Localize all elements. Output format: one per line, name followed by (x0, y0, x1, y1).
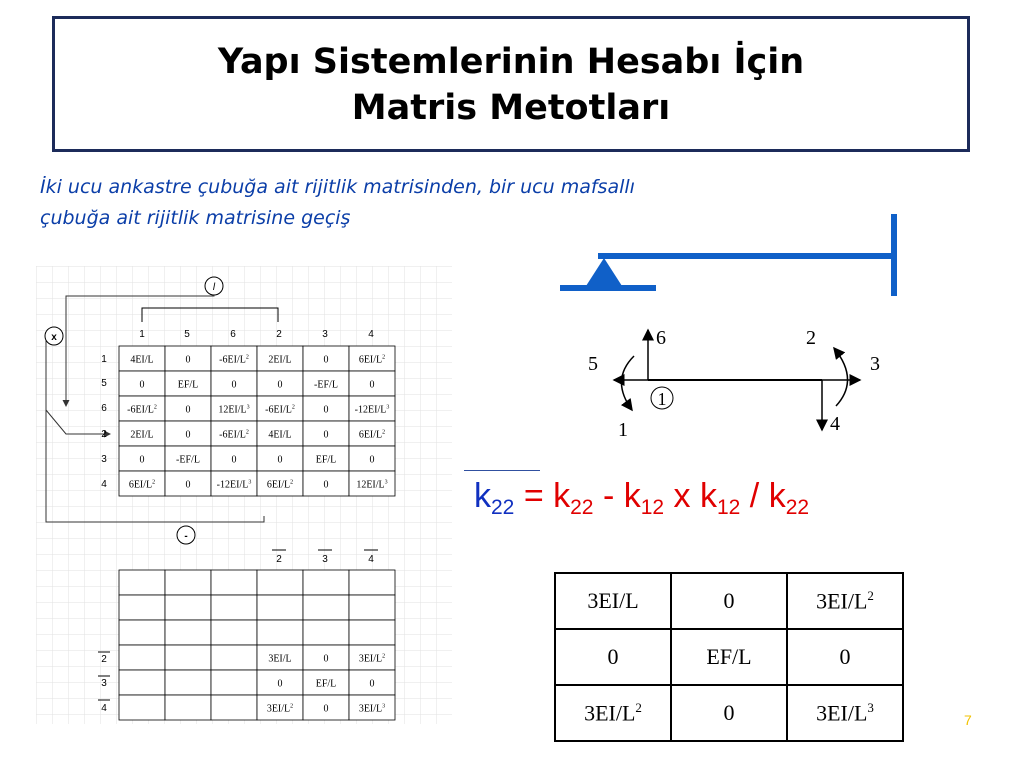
matrix-cell-border (165, 620, 211, 645)
dof-label-4: 4 (830, 413, 840, 435)
row-header: 5 (101, 378, 107, 389)
subtitle-line-2: çubuğa ait rijitlik matrisine geçiş (40, 207, 351, 229)
matrix-cell: $3EI/L^2$ (266, 703, 294, 715)
upper-stiffness-matrix (119, 346, 395, 496)
page-number: 7 (964, 712, 972, 728)
result-matrix-table (554, 572, 904, 742)
matrix-cell: $6EI/L^2$ (358, 429, 386, 441)
matrix-cell: $12EI/L^3$ (218, 404, 250, 416)
matrix-cell-border (303, 620, 349, 645)
dof-label-6: 6 (656, 327, 666, 349)
table-row (555, 629, 903, 685)
matrix-cell-border (349, 620, 395, 645)
matrix-cell: $-6EI/L^2$ (127, 404, 157, 416)
matrix-cell: $6EI/L^2$ (358, 354, 386, 366)
col-header: 3 (322, 329, 328, 340)
matrix-cell: EF/L (315, 454, 337, 466)
dof-diagram (584, 318, 884, 448)
row-header: 4 (101, 479, 107, 490)
matrix-cell: 0 (185, 479, 191, 491)
matrix-cell: 0 (323, 429, 329, 441)
matrix-cell: 0 (323, 653, 329, 665)
matrix-cell: 0 (185, 404, 191, 416)
col-header: 2 (276, 554, 282, 565)
matrix-cell: 0 (185, 354, 191, 366)
matrix-cell: 0 (369, 379, 375, 391)
matrix-cell: 0 (323, 354, 329, 366)
matrix-cell-border (211, 595, 257, 620)
matrix-cell: EF/L (177, 379, 199, 391)
row-header: 3 (101, 678, 107, 689)
row-header: 1 (101, 354, 107, 365)
row-header: 2 (101, 654, 107, 665)
matrix-cell-border (165, 570, 211, 595)
matrix-cell-border (165, 595, 211, 620)
row-header: 3 (101, 454, 107, 465)
matrix-cell: 0 (369, 454, 375, 466)
condensation-formula (474, 476, 809, 528)
table-cell: $3EI/L^2$ (555, 685, 671, 741)
table-cell: 3EI/L (555, 573, 671, 629)
matrix-cell-border (165, 695, 211, 720)
dof-label-1: 1 (618, 419, 628, 441)
matrix-cell: $3EI/L^2$ (358, 653, 386, 665)
member-number: 1 (657, 389, 667, 409)
matrix-cell: $6EI/L^2$ (128, 479, 156, 491)
col-header: 6 (230, 329, 236, 340)
formula-lhs: $k_{22}$ (474, 477, 515, 519)
matrix-cell: 0 (323, 703, 329, 715)
matrix-cell: 3EI/L (268, 653, 292, 665)
dof-label-3: 3 (870, 353, 880, 375)
matrix-cell: 0 (139, 379, 145, 391)
table-row (555, 685, 903, 741)
matrix-cell-border (303, 570, 349, 595)
row-header: 6 (101, 403, 107, 414)
matrix-cell-border (119, 695, 165, 720)
matrix-cell: $6EI/L^2$ (266, 479, 294, 491)
matrix-cell: 0 (231, 379, 237, 391)
lower-condensed-matrix (119, 570, 395, 720)
subtitle-line-1: İki ucu ankastre çubuğa ait rijitlik matrisinden, bir ucu mafsallı (40, 176, 635, 198)
matrix-cell-border (211, 695, 257, 720)
matrix-cell: 0 (277, 454, 283, 466)
beam-support-drawing (556, 208, 906, 308)
table-cell: $3EI/L^2$ (787, 573, 903, 629)
minus-label: - (184, 531, 188, 542)
matrix-cell: 2EI/L (268, 354, 292, 366)
col-header: 4 (368, 329, 374, 340)
matrix-cell: 0 (277, 678, 283, 690)
matrix-cell: $3EI/L^3$ (358, 703, 386, 715)
table-row (555, 573, 903, 629)
matrix-cell-border (211, 570, 257, 595)
matrix-cell-border (349, 595, 395, 620)
matrix-cell: 0 (231, 454, 237, 466)
matrix-condensation-figure (36, 266, 456, 726)
col-header: 4 (368, 554, 374, 565)
table-cell: 0 (555, 629, 671, 685)
pin-support-triangle (586, 258, 622, 286)
row-header: 4 (101, 703, 107, 714)
matrix-cell: $-6EI/L^2$ (219, 354, 249, 366)
matrix-cell-border (257, 570, 303, 595)
matrix-cell-border (211, 645, 257, 670)
matrix-cell: -EF/L (314, 379, 338, 391)
minus-marker (177, 526, 195, 544)
title-box (52, 16, 970, 152)
col-header: 2 (276, 329, 282, 340)
title-line-1: Yapı Sistemlerinin Hesabı İçin (217, 42, 805, 82)
matrix-cell: 0 (323, 479, 329, 491)
matrix-cell: $-6EI/L^2$ (265, 404, 295, 416)
matrix-cell: $12EI/L^3$ (356, 479, 388, 491)
matrix-cell: $-6EI/L^2$ (219, 429, 249, 441)
matrix-cell-border (349, 570, 395, 595)
matrix-cell: -EF/L (176, 454, 200, 466)
matrix-cell: 4EI/L (130, 354, 154, 366)
x-marker (45, 327, 63, 345)
matrix-cell-border (119, 645, 165, 670)
matrix-cell: 0 (369, 678, 375, 690)
matrix-cell-border (211, 620, 257, 645)
dof-label-2: 2 (806, 327, 816, 349)
matrix-cell-border (119, 670, 165, 695)
matrix-cell: $-12EI/L^3$ (354, 404, 390, 416)
matrix-cell: 0 (185, 429, 191, 441)
col-header: 5 (184, 329, 190, 340)
dof-2-rotation (834, 348, 848, 406)
matrix-cell-border (303, 595, 349, 620)
table-cell: 0 (787, 629, 903, 685)
matrix-cell: 0 (277, 379, 283, 391)
matrix-cell-border (211, 670, 257, 695)
table-cell: 0 (671, 685, 787, 741)
matrix-cell: 2EI/L (130, 429, 154, 441)
table-cell: EF/L (671, 629, 787, 685)
dof-label-5: 5 (588, 353, 598, 375)
matrix-cell: 0 (323, 404, 329, 416)
matrix-cell: EF/L (315, 678, 337, 690)
matrix-cell-border (119, 620, 165, 645)
matrix-cell: 4EI/L (268, 429, 292, 441)
formula-overbar (464, 470, 540, 471)
matrix-cell-border (257, 595, 303, 620)
matrix-cell-border (119, 570, 165, 595)
ell-label: l (212, 282, 216, 293)
x-label: x (51, 332, 57, 343)
matrix-cell: 0 (139, 454, 145, 466)
formula-rhs: = $k_{22} - k_{12}$ x $k_{12} / k_{22}$ (523, 477, 810, 519)
col-header: 3 (322, 554, 328, 565)
matrix-cell-border (119, 595, 165, 620)
matrix-cell-border (257, 620, 303, 645)
title-line-2: Matris Metotları (351, 88, 671, 128)
dof-1-rotation (621, 356, 634, 410)
col-header: 1 (139, 329, 145, 340)
table-cell: $3EI/L^3$ (787, 685, 903, 741)
matrix-cell-border (165, 645, 211, 670)
table-cell: 0 (671, 573, 787, 629)
matrix-cell: $-12EI/L^3$ (216, 479, 252, 491)
row-header: 2 (101, 429, 107, 440)
matrix-cell-border (165, 670, 211, 695)
